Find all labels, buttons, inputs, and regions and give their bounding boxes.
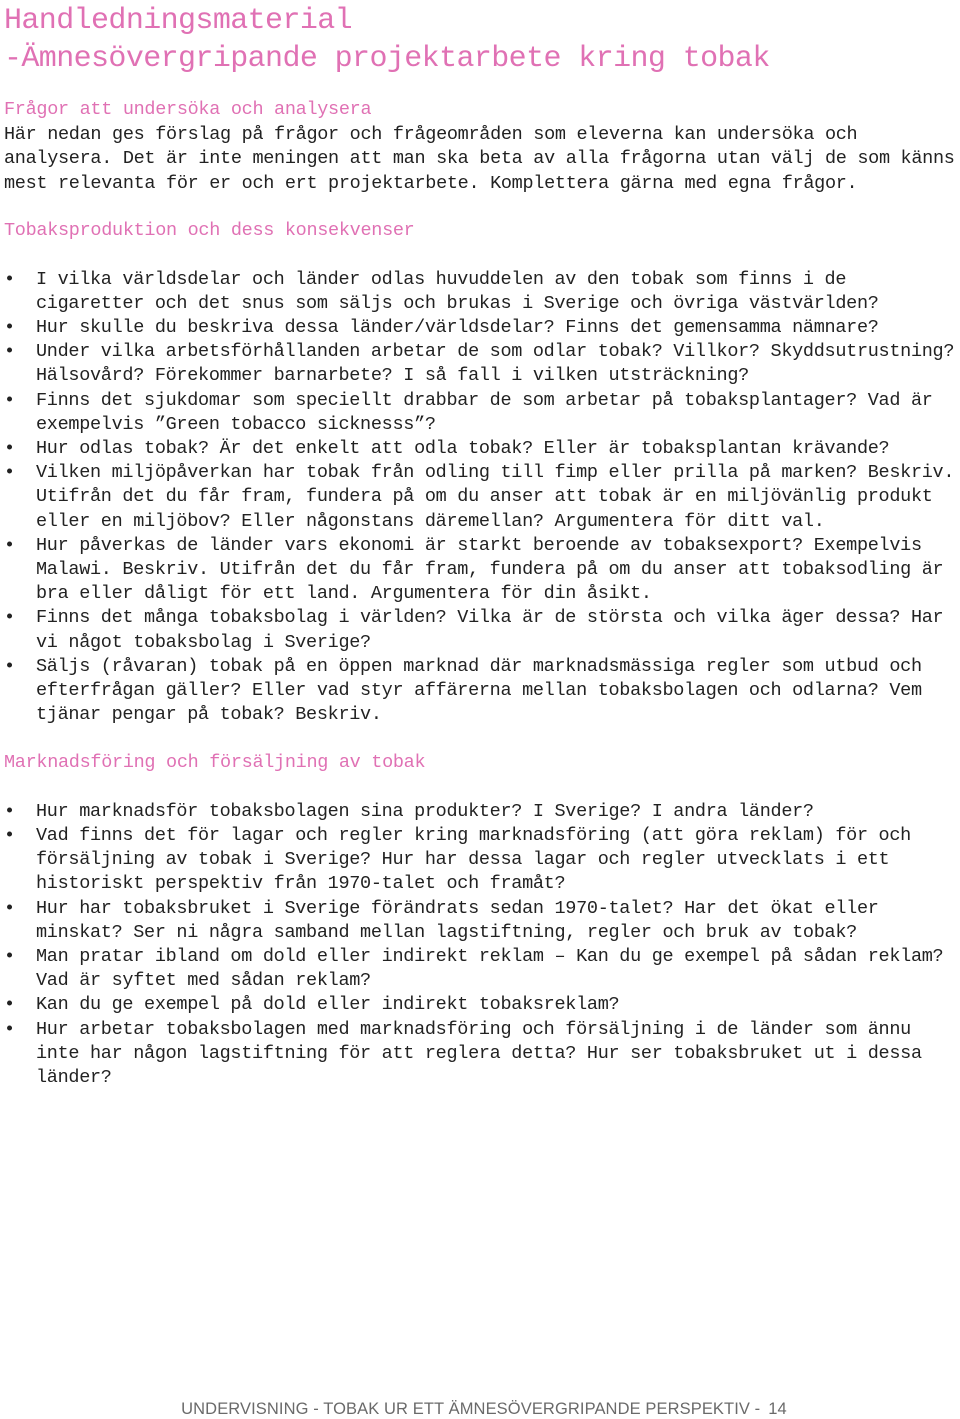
list-item-text: Hur skulle du beskriva dessa länder/världsdelar? Finns det gemensamma nämnare? bbox=[36, 316, 879, 338]
bullet-icon: • bbox=[4, 897, 15, 919]
section-marknadsforing bbox=[4, 751, 956, 1090]
bullet-list bbox=[4, 268, 956, 728]
list-item-text: Vilken miljöpåverkan har tobak från odling till fimp eller prilla på marken? Beskriv. Utifrån det du får fram, fundera på om du anser att tobak är en miljövänlig produkt eller en miljöbov? Eller någonstans däremellan? Argumentera för ditt val. bbox=[36, 462, 955, 532]
section-heading: Marknadsföring och försäljning av tobak bbox=[4, 752, 426, 774]
list-item bbox=[4, 1018, 956, 1091]
list-item-text: Finns det sjukdomar som speciellt drabbar de som arbetar på tobaksplantager? Vad är exempelvis ”Green tobacco sicknesss”? bbox=[36, 389, 933, 435]
list-item bbox=[4, 897, 956, 945]
title-line-1: Handledningsmaterial bbox=[4, 4, 353, 38]
bullet-icon: • bbox=[4, 1018, 15, 1040]
list-item bbox=[4, 534, 956, 607]
list-item bbox=[4, 993, 956, 1017]
bullet-icon: • bbox=[4, 655, 15, 677]
bullet-icon: • bbox=[4, 534, 15, 556]
list-item-text: Kan du ge exempel på dold eller indirekt tobaksreklam? bbox=[36, 994, 620, 1016]
title-line-2: -Ämnesövergripande projektarbete kring tobak bbox=[4, 42, 770, 76]
section-heading: Tobaksproduktion och dess konsekvenser bbox=[4, 220, 415, 241]
list-item-text: Säljs (råvaran) tobak på en öppen marknad där marknadsmässiga regler som utbud och efterfrågan gäller? Eller vad styr affärerna mellan tobaksbolagen och odlarna? Vem tjänar pengar på tobak? Beskriv. bbox=[36, 655, 922, 726]
list-item-text: Man pratar ibland om dold eller indirekt reklam – Kan du ge exempel på sådan reklam? Vad är syftet med sådan reklam? bbox=[36, 946, 944, 992]
document-page bbox=[4, 0, 956, 1090]
list-item bbox=[4, 945, 956, 993]
list-item bbox=[4, 800, 956, 824]
list-item-text: Hur arbetar tobaksbolagen med marknadsföring och försäljning i de länder som ännu inte har någon lagstiftning för att reglera detta? Hur ser tobaksbruket ut i dessa länder? bbox=[36, 1018, 922, 1089]
list-item bbox=[4, 461, 956, 534]
list-item bbox=[4, 316, 956, 340]
bullet-icon: • bbox=[4, 268, 15, 290]
list-item bbox=[4, 824, 956, 897]
bullet-icon: • bbox=[4, 316, 15, 338]
section-tobaksproduktion bbox=[4, 219, 956, 727]
list-item-text: Hur har tobaksbruket i Sverige förändrats sedan 1970-talet? Har det ökat eller minskat? Ser ni några samband mellan lagstiftning, regler och bruk av tobak? bbox=[36, 897, 879, 943]
list-item-text: Hur påverkas de länder vars ekonomi är starkt beroende av tobaksexport? Exempelvis Malawi. Beskriv. Utifrån det du får fram, fundera på om du anser att tobaksodling är bra eller dåligt för ett land. Argumentera för din åsikt. bbox=[36, 534, 944, 605]
list-item-text: Hur marknadsför tobaksbolagen sina produkter? I Sverige? I andra länder? bbox=[36, 800, 814, 822]
list-item bbox=[4, 606, 956, 654]
bullet-icon: • bbox=[4, 946, 15, 968]
page-footer bbox=[0, 1400, 960, 1419]
list-item bbox=[4, 340, 956, 388]
intro-heading: Frågor att undersöka och analysera bbox=[4, 99, 372, 120]
list-item bbox=[4, 268, 956, 316]
list-item bbox=[4, 389, 956, 437]
page-number: 14 bbox=[768, 1400, 787, 1418]
list-item-text: Vad finns det för lagar och regler kring marknadsföring (att göra reklam) för och försäljning av tobak i Sverige? Hur har dessa lagar och regler utvecklats i ett historiskt perspektiv från 1970-talet och framåt? bbox=[36, 825, 911, 895]
bullet-icon: • bbox=[4, 437, 15, 459]
bullet-icon: • bbox=[4, 341, 15, 363]
bullet-icon: • bbox=[4, 462, 15, 484]
list-item bbox=[4, 437, 956, 461]
bullet-icon: • bbox=[4, 389, 15, 411]
bullet-icon: • bbox=[4, 607, 15, 629]
bullet-icon: • bbox=[4, 800, 15, 822]
document-title bbox=[4, 0, 956, 78]
bullet-icon: • bbox=[4, 825, 15, 847]
footer-text: UNDERVISNING - TOBAK UR ETT ÄMNESÖVERGRIPANDE PERSPEKTIV - bbox=[181, 1400, 761, 1418]
bullet-list bbox=[4, 800, 956, 1090]
list-item-text: Finns det många tobaksbolag i världen? Vilka är de största och vilka äger dessa? Har vi något tobaksbolag i Sverige? bbox=[36, 607, 944, 653]
bullet-icon: • bbox=[4, 994, 15, 1016]
list-item-text: Hur odlas tobak? Är det enkelt att odla tobak? Eller är tobaksplantan krävande? bbox=[36, 437, 890, 459]
list-item-text: I vilka världsdelar och länder odlas huvuddelen av den tobak som finns i de cigaretter och det snus som säljs och brukas i Sverige och övriga västvärlden? bbox=[36, 268, 879, 314]
list-item-text: Under vilka arbetsförhållanden arbetar de som odlar tobak? Villkor? Skyddsutrustning? Hälsovård? Förekommer barnarbete? I så fall i vilken utsträckning? bbox=[36, 341, 955, 387]
intro-paragraph: Här nedan ges förslag på frågor och frågeområden som eleverna kan undersöka och analysera. Det är inte meningen att man ska beta av alla frågorna utan välj de som känns mest relevanta för er och ert projektarbete. Komplettera gärna med egna frågor. bbox=[4, 123, 955, 194]
list-item bbox=[4, 655, 956, 728]
